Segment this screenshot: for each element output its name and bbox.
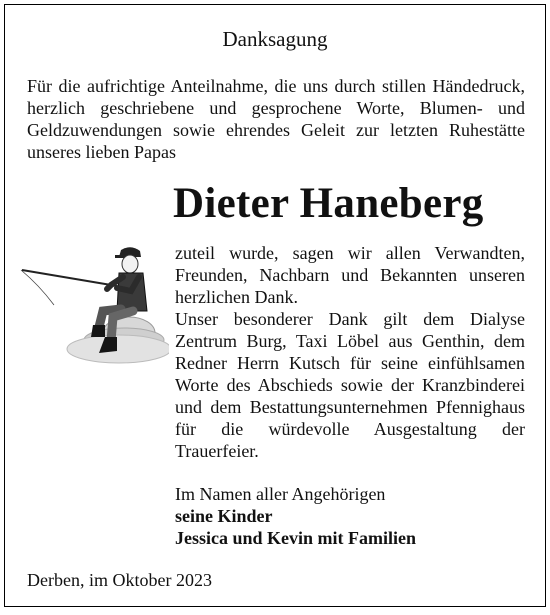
- heading-text: Danksagung: [222, 27, 328, 51]
- signoff-names: Jessica und Kevin mit Familien: [175, 528, 417, 548]
- body-text: [175, 242, 525, 462]
- fisherman-icon: [19, 245, 169, 375]
- special-thanks-paragraph: Unser besonderer Dank gilt dem Dialyse Zentrum Burg, Taxi Löbel aus Genthin, dem Redner Herrn Kutsch für seine einfühlsamen Worte des Abschieds sowie der Kranzbinderei und dem Bestattungsunternehmen Pfennighaus für die würdevolle Ausgestaltung der Trauerfeier.: [175, 309, 525, 461]
- deceased-name: Dieter Haneberg: [173, 180, 484, 227]
- place-date: Derben, im Oktober 2023: [27, 570, 212, 590]
- signoff: [175, 483, 525, 549]
- signoff-line: Im Namen aller Angehörigen: [175, 484, 386, 504]
- notice-heading: [5, 27, 545, 52]
- intro-paragraph: Für die aufrichtige Anteilnahme, die uns durch stillen Händedruck, herzlich geschriebene und gesprochene Worte, Blumen- und Geldzuwendungen sowie ehrendes Geleit zur letzten Ruhestätte unseres lieben Papas: [27, 76, 525, 162]
- signoff-kids: seine Kinder: [175, 506, 273, 526]
- obituary-notice: [4, 4, 546, 607]
- thanks-paragraph: zuteil wurde, sagen wir allen Verwandten, Freunden, Nachbarn und Bekannten unseren herzlichen Dank.: [175, 243, 525, 307]
